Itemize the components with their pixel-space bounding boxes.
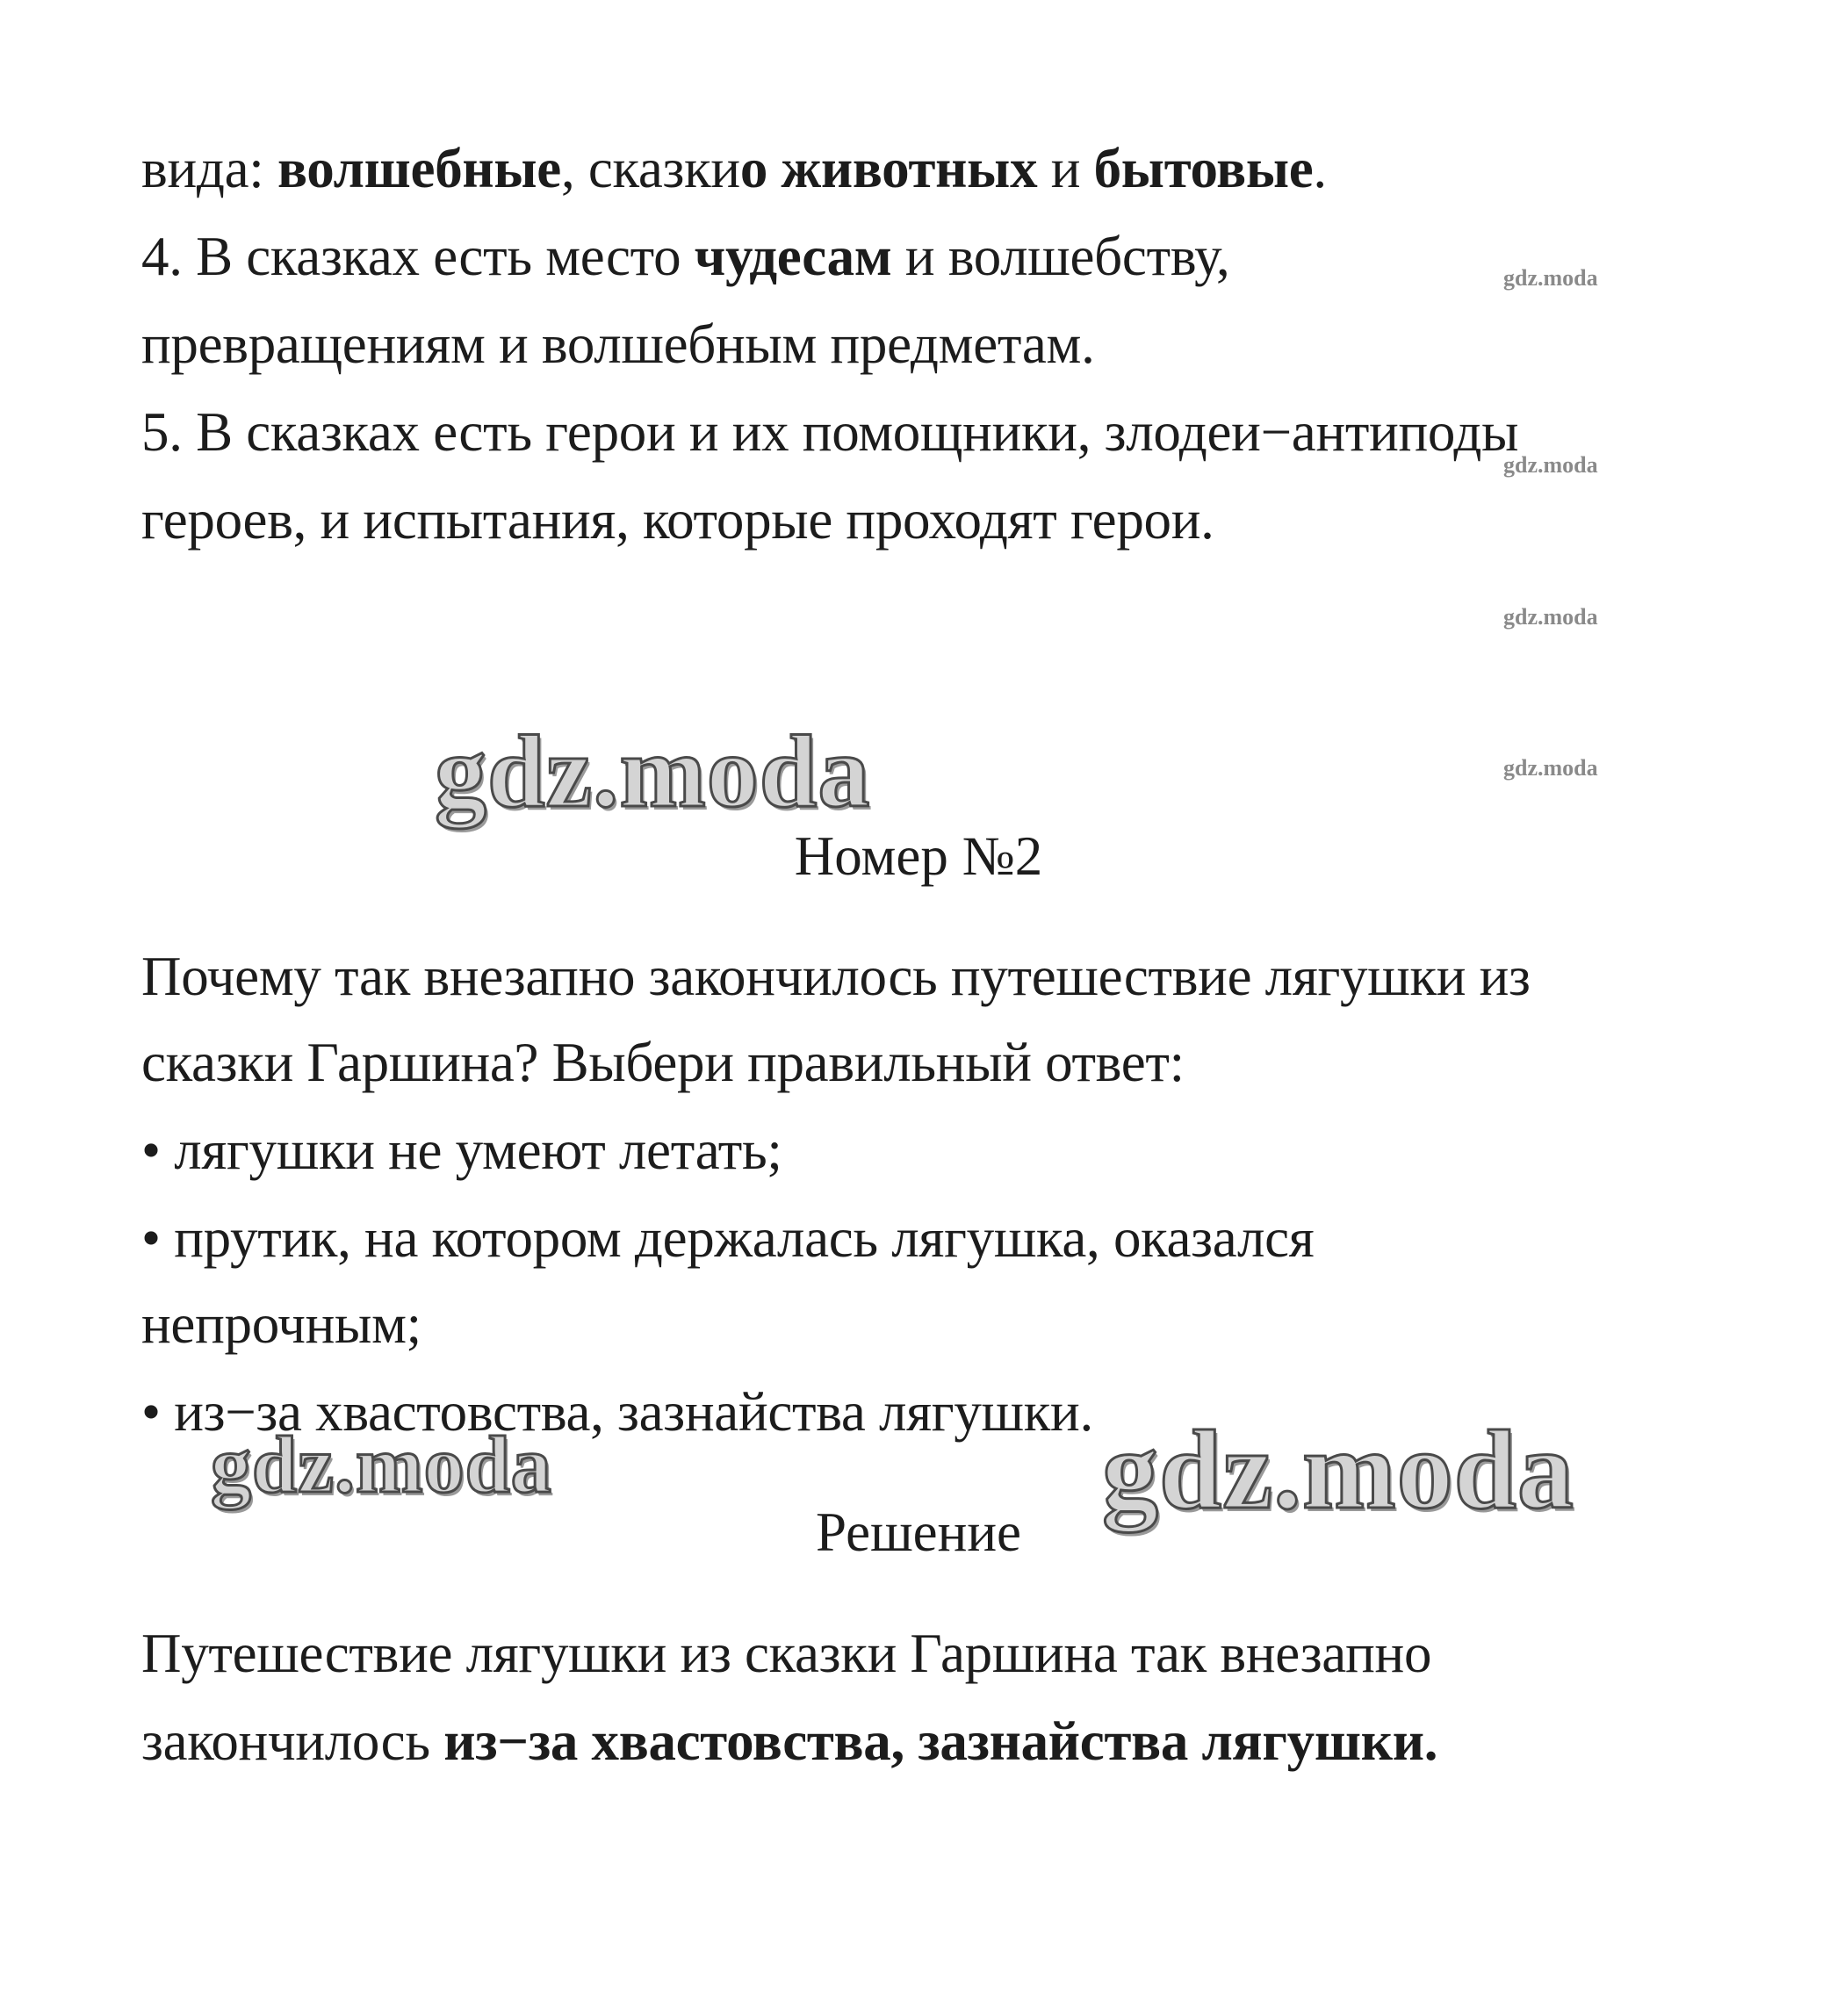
text-span: вида: xyxy=(141,138,277,199)
heading-solution: Решение xyxy=(815,1501,1022,1563)
text-line-3: превращениям и волшебным предметам. xyxy=(141,313,1095,375)
watermark-large: gdz.moda xyxy=(435,714,871,829)
question-line-1: Почему так внезапно закончилось путешествие лягушки из xyxy=(141,946,1531,1007)
watermark-large: gdz.moda xyxy=(1102,1408,1574,1532)
text-span: . xyxy=(1313,138,1327,199)
answer-option-2-line-1: • прутик, на котором держалась лягушка, оказался xyxy=(141,1207,1315,1269)
text-line-5: героев, и испытания, которые проходят герои. xyxy=(141,489,1214,551)
text-line-4: 5. В сказках есть герои и их помощники, злодеи−антиподы xyxy=(141,401,1519,463)
text-line-2 xyxy=(141,221,1229,292)
text-line-1 xyxy=(141,133,1327,204)
bold-answer: из−за хвастовства, зазнайства лягушки. xyxy=(443,1710,1438,1772)
heading-number: Номер №2 xyxy=(794,825,1043,887)
answer-line-2 xyxy=(141,1706,1437,1776)
text-span: 4. В сказках есть место xyxy=(141,226,695,287)
answer-option-1: • лягушки не умеют летать; xyxy=(141,1120,782,1181)
text-span: и xyxy=(1037,138,1094,199)
answer-option-2-line-2: непрочным; xyxy=(141,1293,421,1355)
watermark-large: gdz.moda xyxy=(211,1420,552,1509)
bold-term-magic: волшебные xyxy=(277,138,561,199)
bold-term-miracles: чудесам xyxy=(694,226,892,287)
text-span: , сказки xyxy=(560,138,740,199)
answer-line-1: Путешествие лягушки из сказки Гаршина так внезапно xyxy=(141,1623,1432,1684)
text-span: закончилось xyxy=(141,1710,444,1772)
watermark-small: gdz.moda xyxy=(1503,265,1598,291)
answer-option-3: • из−за хвастовства, зазнайства лягушки. xyxy=(141,1381,1093,1443)
watermark-small: gdz.moda xyxy=(1503,452,1598,478)
bold-term-everyday: бытовые xyxy=(1093,138,1314,199)
watermark-small: gdz.moda xyxy=(1503,755,1598,781)
question-line-2: сказки Гаршина? Выбери правильный ответ: xyxy=(141,1032,1185,1093)
text-span: и волшебству, xyxy=(891,226,1230,287)
bold-term-animals: о животных xyxy=(739,138,1038,199)
watermark-small: gdz.moda xyxy=(1503,604,1598,630)
